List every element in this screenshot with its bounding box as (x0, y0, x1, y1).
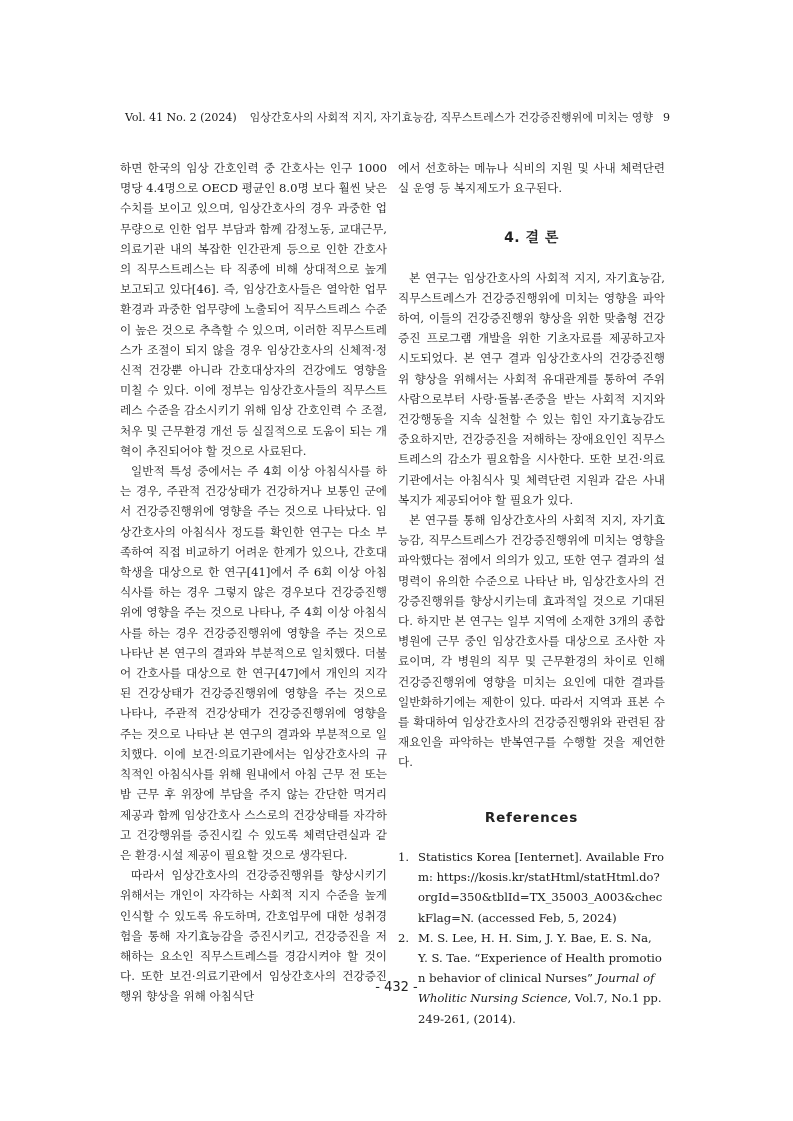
reference-number: 2. (398, 930, 410, 945)
reference-number: 1. (398, 849, 410, 864)
reference-list (398, 847, 665, 1029)
running-title-block (250, 110, 670, 126)
reference-text: Statistics Korea [Ienternet]. Available From: https://kosis.kr/statHtml/statHtml.do?orgId=350&tblId=TX_35003_A003&checkFlag=N. (accessed Feb, 5, 2024) (418, 849, 664, 925)
reference-item-2 (398, 928, 665, 1029)
left-column (120, 158, 387, 1007)
left-paragraph-2: 일반적 특성 중에서는 주 4회 이상 아침식사를 하는 경우, 주관적 건강상태가 건강하거나 보통인 군에서 건강증진행위에 영향을 주는 것으로 나타났다. 임상간호사의 아침식사 정도를 확인한 연구는 다소 부족하여 직접 비교하기 어려운 한계가 있으나, 간호대학생을 대상으로 한 연구[41]에서 주 6회 이상 아침식사를 하는 경우 그렇지 않은 경우보다 건강증진행위에 영향을 주는 것으로 나타나, 주 4회 이상 아침식사를 하는 경우 건강증진행위에 영향을 주는 것으로 나타난 본 연구의 결과와 부분적으로 일치했다. 더불어 간호사를 대상으로 한 연구[47]에서 개인의 지각된 건강상태가 건강증진행위에 영향을 주는 것으로 나타나, 주관적 건강상태가 건강증진행위에 영향을 주는 것으로 나타난 본 연구의 결과와 부분적으로 일치했다. 이에 보건·의료기관에서는 임상간호사의 규칙적인 아침식사를 위해 원내에서 아침 근무 전 또는 밤 근무 후 위장에 부담을 주지 않는 간단한 먹거리 제공과 함께 임상간호사 스스로의 건강상태를 자각하고 건강행위를 증진시킬 수 있도록 체력단련실과 같은 환경·시설 제공이 필요할 것으로 생각된다. (120, 464, 387, 862)
volume-info: Vol. 41 No. 2 (2024) (125, 111, 237, 124)
header-page-number: 9 (663, 111, 670, 124)
running-header (125, 110, 670, 126)
page-footer-number: - 432 - (375, 980, 418, 995)
left-paragraph-1: 하면 한국의 임상 간호인력 중 간호사는 인구 1000명당 4.4명으로 OECD 평균인 8.0명 보다 훨씬 낮은 수치를 보이고 있으며, 임상간호사의 경우 과중한 업무량으로 인한 업무 부담과 함께 감정노동, 교대근무, 의료기관 내의 복잡한 인간관계 등으로 인한 간호사의 직무스트레스는 타 직종에 비해 상대적으로 높게 보고되고 있다[46]. 즉, 임상간호사들은 열악한 업무환경과 과중한 업무량에 노출되어 직무스트레스 수준이 높은 것으로 추측할 수 있으며, 이러한 직무스트레스가 조절이 되지 않을 경우 임상간호사의 신체적·정신적 건강뿐 아니라 간호대상자의 건강에도 영향을 미칠 수 있다. 이에 정부는 임상간호사들의 직무스트레스 수준을 감소시키기 위해 임상 간호인력 수 조절, 처우 및 근무환경 개선 등 실질적으로 도움이 되는 개혁이 추진되어야 할 것으로 사료된다. (120, 161, 387, 458)
right-paragraph-continued: 에서 선호하는 메뉴나 식비의 지원 및 사내 체력단련실 운영 등 복지제도가 요구된다. (398, 161, 665, 196)
right-column (398, 158, 665, 1029)
conclusion-paragraph-2: 본 연구를 통해 임상간호사의 사회적 지지, 자기효능감, 직무스트레스가 건강증진행위에 미치는 영향을 파악했다는 점에서 의의가 있고, 또한 연구 결과의 설명력이 유의한 수준으로 나타난 바, 임상간호사의 건강증진행위를 향상시키는데 효과적일 것으로 기대된다. 하지만 본 연구는 일부 지역에 소재한 3개의 종합병원에 근무 중인 임상간호사를 대상으로 조사한 자료이며, 각 병원의 직무 및 근무환경의 차이로 인해 건강증진행위에 영향을 미치는 요인에 대한 결과를 일반화하기에는 제한이 있다. 따라서 지역과 표본 수를 확대하여 임상간호사의 건강증진행위와 관련된 잠재요인을 파악하는 반복연구를 수행할 것을 제언한다. (398, 513, 665, 770)
reference-text-tail: , Vol.7, No.1 pp. 249-261, (2014). (418, 991, 662, 1026)
reference-text: M. S. Lee, H. H. Sim, J. Y. Bae, E. S. Na, Y. S. Tae. “Experience of Health promotion behavior of clinical Nurses” (418, 930, 662, 986)
references-heading: References (484, 809, 579, 826)
reference-item-1 (398, 847, 665, 928)
section-4-heading: 4. 결 론 (504, 230, 559, 247)
conclusion-paragraph-1: 본 연구는 임상간호사의 사회적 지지, 자기효능감, 직무스트레스가 건강증진행위에 미치는 영향을 파악하여, 이들의 건강증진행위 향상을 위한 맞춤형 건강증진 프로그램 개발을 위한 기초자료를 제공하고자 시도되었다. 본 연구 결과 임상간호사의 건강증진행위 향상을 위해서는 사회적 유대관계를 통하여 주위 사람으로부터 사랑·돌봄·존중을 받는 사회적 지지와 건강행동을 지속 실천할 수 있는 힘인 자기효능감도 중요하지만, 건강증진을 저해하는 장애요인인 직무스트레스의 감소가 필요함을 시사한다. 또한 보건·의료기관에서는 아침식사 및 체력단련 지원과 같은 사내 복지가 제공되어야 할 필요가 있다. (398, 270, 665, 507)
left-paragraph-3: 따라서 임상간호사의 건강증진행위를 향상시키기 위해서는 개인이 자각하는 사회적 지지 수준을 높게 인식할 수 있도록 유도하며, 간호업무에 대한 성취경험을 통해 자기효능감을 증진시키고, 건강증진을 저해하는 요소인 직무스트레스를 경감시켜야 할 것이다. 또한 보건·의료기관에서 임상간호사의 건강증진행위 향상을 위해 아침식단 (120, 868, 387, 1004)
running-title: 임상간호사의 사회적 지지, 자기효능감, 직무스트레스가 건강증진행위에 미치는 영향 (249, 111, 653, 124)
reference-journal: Journal of Wholitic Nursing Science (418, 971, 655, 1006)
